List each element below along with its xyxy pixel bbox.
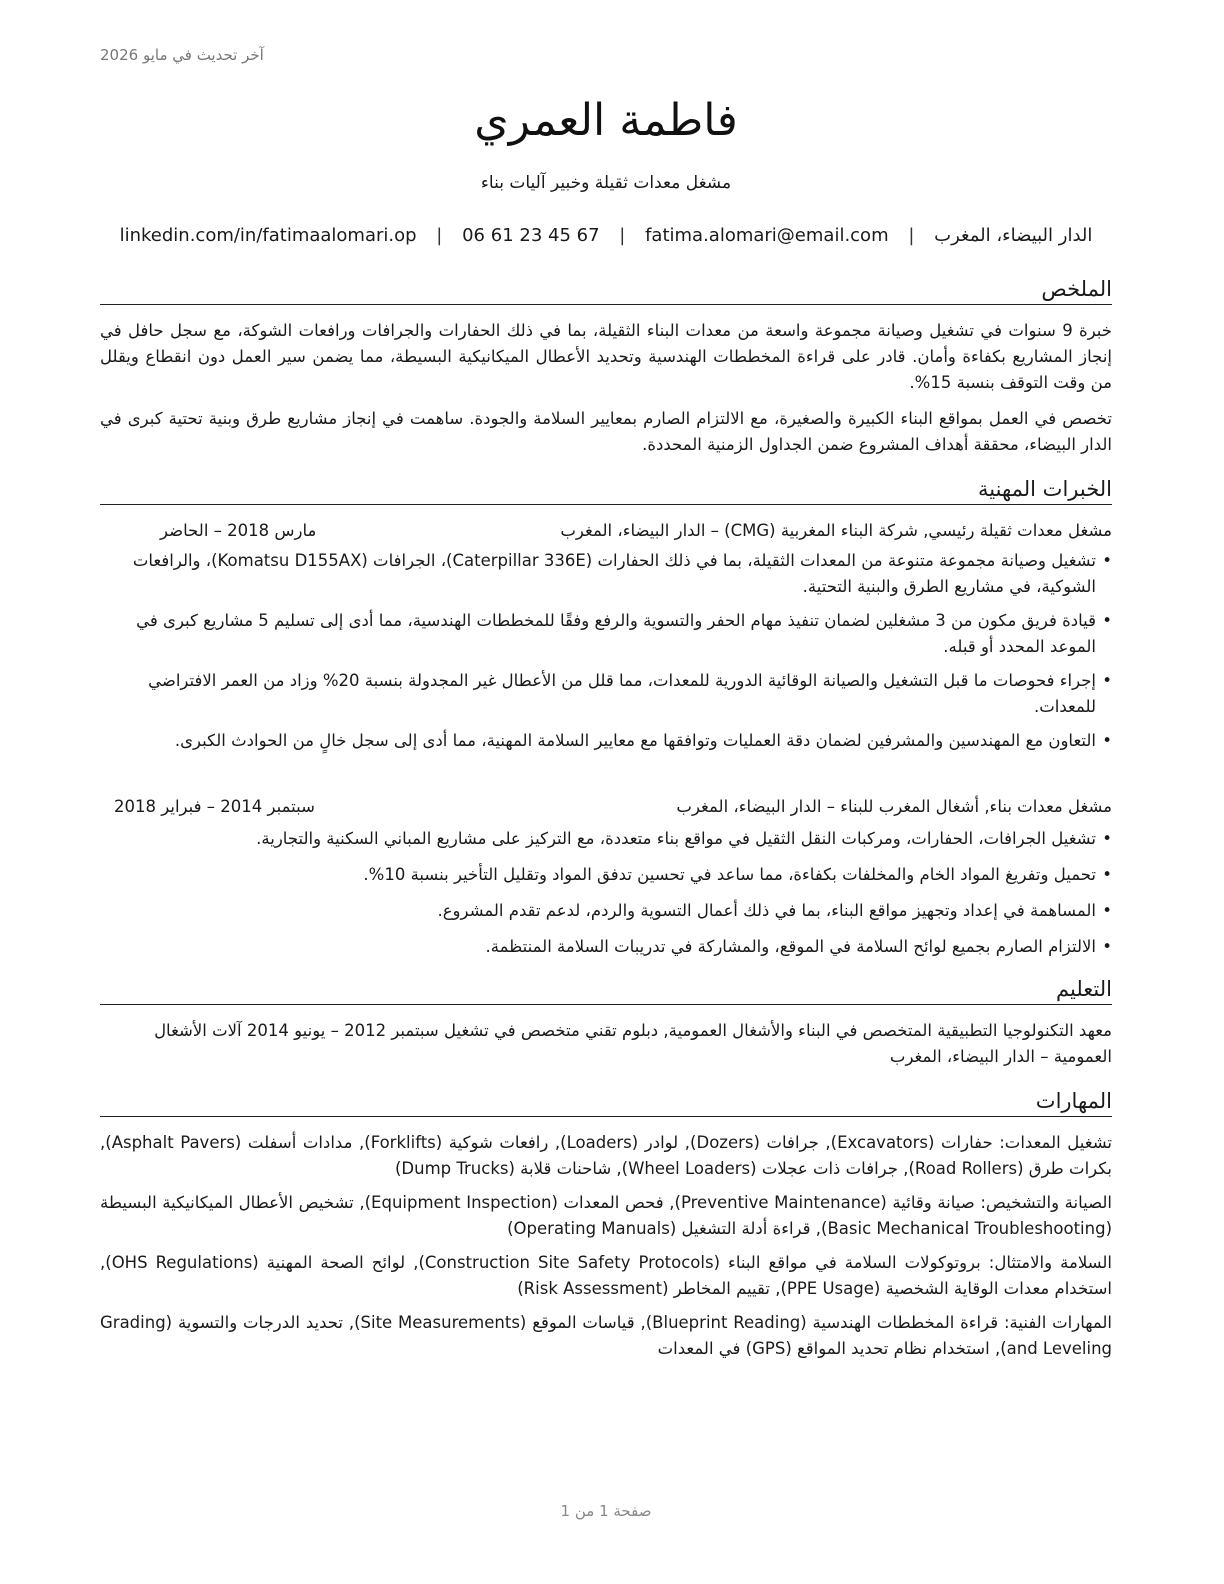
contact-email[interactable]: fatima.alomari@email.com <box>645 225 889 246</box>
contact-linkedin[interactable]: linkedin.com/in/fatimaalomari.op <box>119 225 417 246</box>
summary-heading: الملخص <box>100 274 1112 305</box>
contact-location: الدار البيضاء، المغرب <box>934 225 1093 246</box>
list-item: • إجراء فحوصات ما قبل التشغيل والصيانة الوقائية الدورية للمعدات، مما قلل من الأعطال غير المجدولة بنسبة 20% وزاد من العمر الافتراضي للمعدات. <box>100 668 1112 720</box>
candidate-name: فاطمة العمري <box>474 95 738 146</box>
summary-paragraph-1: خبرة 9 سنوات في تشغيل وصيانة مجموعة واسعة من معدات البناء الثقيلة، بما في ذلك الحفارات والجرافات ورافعات الشوكة، مع سجل حافل في إنجاز المشاريع بكفاءة وأمان. قادر على قراءة المخططات الهندسية وتحديد الأعطال الميكانيكية البسيطة، مما يضمن سير العمل دون انقطاع ويقلل من وقت التوقف بنسبة 15%. <box>100 321 1112 392</box>
skills-maintenance: الصيانة والتشخيص: صيانة وقائية (Preventive Maintenance), فحص المعدات (Equipment Inspection), تشخيص الأعطال الميكانيكية البسيطة (Basic Mechanical Troubleshooting), قراءة أدلة التشغيل (Operating Manuals) <box>100 1193 1113 1238</box>
skills-heading: المهارات <box>100 1086 1112 1117</box>
job-bullets <box>100 548 1112 754</box>
list-item: • الالتزام الصارم بجميع لوائح السلامة في الموقع، والمشاركة في تدريبات السلامة المنتظمة. <box>100 934 1112 960</box>
job-role: مشغل معدات ثقيلة رئيسي, شركة البناء المغربية (CMG) – الدار البيضاء، المغرب <box>560 521 1112 540</box>
contact-phone[interactable]: 06 61 23 45 67 <box>462 225 600 246</box>
list-item: • تحميل وتفريغ المواد الخام والمخلفات بكفاءة، مما ساعد في تحسين تدفق المواد وتقليل التأخير بنسبة 10%. <box>100 862 1112 888</box>
education-heading: التعليم <box>100 974 1112 1005</box>
job-header <box>100 794 1112 820</box>
skills-safety: السلامة والامتثال: بروتوكولات السلامة في مواقع البناء (Construction Site Safety Protocols), لوائح الصحة المهنية (OHS Regulations), استخدام معدات الوقاية الشخصية (PPE Usage), تقييم المخاطر (Risk Assessment) <box>100 1253 1112 1298</box>
job-dates: سبتمبر 2014 – فبراير 2018 <box>114 797 315 816</box>
list-item: • المساهمة في إعداد وتجهيز مواقع البناء، بما في ذلك أعمال التسوية والردم، لدعم تقدم المشروع. <box>100 898 1112 924</box>
experience-heading: الخبرات المهنية <box>100 474 1112 505</box>
list-item: • تشغيل وصيانة مجموعة متنوعة من المعدات الثقيلة، بما في ذلك الحفارات (Caterpillar 336E)، الجرافات (Komatsu D155AX)، والرافعات الشوكية، في مشاريع الطرق والبنية التحتية. <box>100 548 1112 600</box>
summary-paragraph-2: تخصص في العمل بمواقع البناء الكبيرة والصغيرة، مع الالتزام الصارم بمعايير السلامة والجودة. ساهمت في إنجاز مشاريع طرق وبنية تحتية كبرى في الدار البيضاء، محققة أهداف المشروع ضمن الجداول الزمنية المحددة. <box>100 409 1112 454</box>
list-item: • تشغيل الجرافات، الحفارات، ومركبات النقل الثقيل في مواقع بناء متعددة، مع التركيز على مشاريع المباني السكنية والتجارية. <box>100 826 1112 852</box>
skills-equipment: تشغيل المعدات: حفارات (Excavators), جرافات (Dozers), لوادر (Loaders), رافعات شوكية (Forklifts), مدادات أسفلت (Asphalt Pavers), بكرات طرق (Road Rollers), جرافات ذات عجلات (Wheel Loaders), شاحنات قلابة (Dump Trucks) <box>100 1133 1113 1178</box>
last-updated: آخر تحديث في مايو 2026 <box>100 46 264 64</box>
page-number: صفحة 1 من 1 <box>560 1502 652 1520</box>
contact-separator: | <box>436 225 443 246</box>
skills-technical: المهارات الفنية: قراءة المخططات الهندسية (Blueprint Reading), قياسات الموقع (Site Measurements), تحديد الدرجات والتسوية (Grading and Leveling), استخدام نظام تحديد المواقع (GPS) في المعدات <box>100 1313 1112 1358</box>
resume-page <box>100 0 1112 1584</box>
list-item: • التعاون مع المهندسين والمشرفين لضمان دقة العمليات وتوافقها مع معايير السلامة المهنية، مما أدى إلى سجل خالٍ من الحوادث الكبرى. <box>100 728 1112 754</box>
contact-separator: | <box>908 225 915 246</box>
candidate-title: مشغل معدات ثقيلة وخبير آليات بناء <box>480 173 732 193</box>
contact-line <box>100 222 1112 250</box>
job-header <box>100 518 1112 544</box>
job-role: مشغل معدات بناء, أشغال المغرب للبناء – الدار البيضاء، المغرب <box>676 797 1112 816</box>
education-entry: معهد التكنولوجيا التطبيقية المتخصص في البناء والأشغال العمومية, دبلوم تقني متخصص في تشغيل سبتمبر 2012 – يونيو 2014 آلات الأشغال العمومية – الدار البيضاء، المغرب <box>154 1021 1112 1066</box>
job-bullets <box>100 826 1112 960</box>
contact-separator: | <box>619 225 626 246</box>
list-item: • قيادة فريق مكون من 3 مشغلين لضمان تنفيذ مهام الحفر والتسوية والرفع وفقًا للمخططات الهندسية، مما أدى إلى تسليم 5 مشاريع كبرى في الموعد المحدد أو قبله. <box>100 608 1112 660</box>
job-dates: مارس 2018 – الحاضر <box>160 521 317 540</box>
